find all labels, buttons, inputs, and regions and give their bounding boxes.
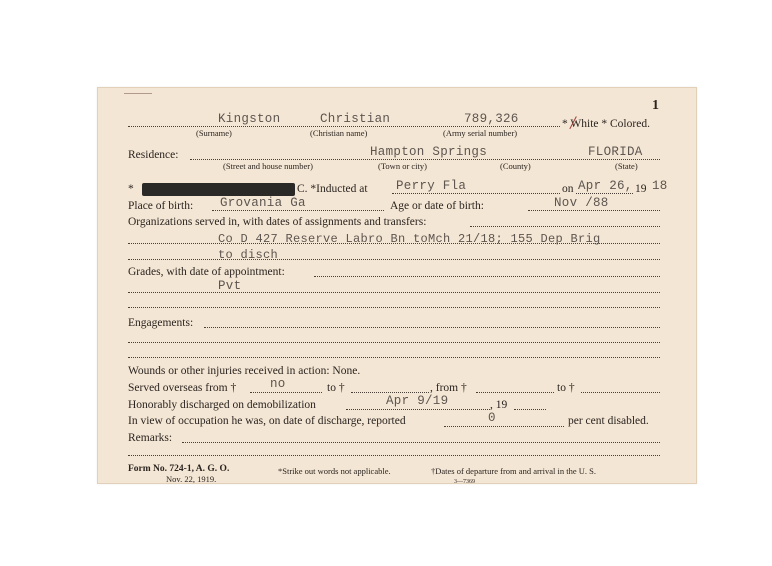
- birth-date-value: Nov /88: [554, 196, 609, 210]
- serial-number-caption: (Army serial number): [443, 128, 518, 138]
- state-caption: (State): [615, 161, 638, 171]
- residence-label: Residence:: [128, 149, 179, 161]
- overseas-to-label: to †: [327, 382, 345, 394]
- inducted-label: C. *Inducted at: [297, 183, 368, 195]
- grades-label: Grades, with date of appointment:: [128, 266, 285, 278]
- birthplace-value: Grovania Ga: [220, 196, 306, 210]
- inducted-date-line: [576, 193, 633, 194]
- form-date: Nov. 22, 1919.: [166, 474, 217, 484]
- grades-line-2: [128, 307, 660, 308]
- serial-number-value: 789,326: [464, 112, 519, 126]
- wounds-label: Wounds or other injuries received in action: None.: [128, 365, 361, 377]
- overseas-to-line: [351, 392, 429, 393]
- redaction-block: [142, 183, 295, 196]
- town-value: Hampton Springs: [370, 145, 488, 159]
- surname-caption: (Surname): [196, 128, 232, 138]
- birthplace-label: Place of birth:: [128, 200, 194, 212]
- inducted-year-value: 18: [652, 179, 668, 193]
- name-line: [128, 126, 560, 127]
- engagements-line-1: [128, 342, 660, 343]
- grades-line-0: [314, 276, 660, 277]
- state-value: FLORIDA: [588, 145, 643, 159]
- disability-label: In view of occupation he was, on date of discharge, reported: [128, 415, 406, 427]
- birthplace-line: [212, 210, 384, 211]
- disability-line: [444, 426, 564, 427]
- disability-suffix: per cent disabled.: [568, 415, 649, 427]
- remarks-line-0: [182, 442, 660, 443]
- organizations-line-2: [128, 259, 660, 260]
- county-caption: (County): [500, 161, 531, 171]
- grades-value: Pvt: [218, 279, 242, 293]
- pencil-mark: [124, 93, 152, 94]
- discharged-year-prefix: , 19: [490, 399, 508, 411]
- christian-name-value: Christian: [320, 112, 391, 126]
- footnote-strike: *Strike out words not applicable.: [278, 466, 391, 476]
- overseas-from2-label: , from †: [430, 382, 467, 394]
- organizations-label: Organizations served in, with dates of assignments and transfers:: [128, 216, 427, 228]
- inducted-at-value: Perry Fla: [396, 179, 467, 193]
- town-caption: (Town or city): [378, 161, 427, 171]
- card-number: 1: [652, 98, 659, 113]
- christian-name-caption: (Christian name): [310, 128, 368, 138]
- remarks-label: Remarks:: [128, 432, 173, 444]
- street-caption: (Street and house number): [223, 161, 313, 171]
- residence-line: [190, 159, 660, 160]
- birth-date-line: [528, 210, 660, 211]
- overseas-from2-line: [476, 392, 554, 393]
- inducted-date-value: Apr 26,: [578, 179, 633, 193]
- engagements-label: Engagements:: [128, 317, 194, 329]
- form-number: Form No. 724-1, A. G. O.: [128, 464, 230, 474]
- engagements-line-0: [204, 327, 660, 328]
- service-record-card: [97, 87, 697, 484]
- discharged-label: Honorably discharged on demobilization: [128, 399, 316, 411]
- overseas-value: no: [270, 377, 286, 391]
- overseas-from-line: [250, 392, 322, 393]
- discharged-year-line: [514, 409, 546, 410]
- engagements-line-2: [128, 357, 660, 358]
- year-prefix: 19: [635, 183, 647, 195]
- overseas-to2-line: [581, 392, 660, 393]
- overseas-label: Served overseas from †: [128, 382, 237, 394]
- print-code: 3—7369: [454, 479, 475, 485]
- disability-value: 0: [488, 411, 496, 425]
- discharged-value: Apr 9/19: [386, 394, 449, 408]
- inducted-at-line: [392, 193, 560, 194]
- remarks-line-1: [128, 455, 660, 456]
- organizations-line-1: [128, 243, 660, 244]
- on-label: on: [562, 183, 574, 195]
- surname-value: Kingston: [218, 112, 281, 126]
- age-label: Age or date of birth:: [390, 200, 484, 212]
- grades-line-1: [128, 292, 660, 293]
- organizations-line-0: [470, 226, 660, 227]
- organizations-line1: Co D 427 Reserve Labro Bn toMch 21/18; 155 Dep Brig: [218, 232, 601, 246]
- discharged-line: [346, 409, 490, 410]
- race-options: * White * Colored.: [562, 118, 650, 130]
- footnote-dates: †Dates of departure from and arrival in the U. S.: [431, 466, 596, 476]
- enlisted-prefix: *: [128, 183, 134, 195]
- overseas-to2-label: to †: [557, 382, 575, 394]
- organizations-line2: to disch: [218, 248, 279, 262]
